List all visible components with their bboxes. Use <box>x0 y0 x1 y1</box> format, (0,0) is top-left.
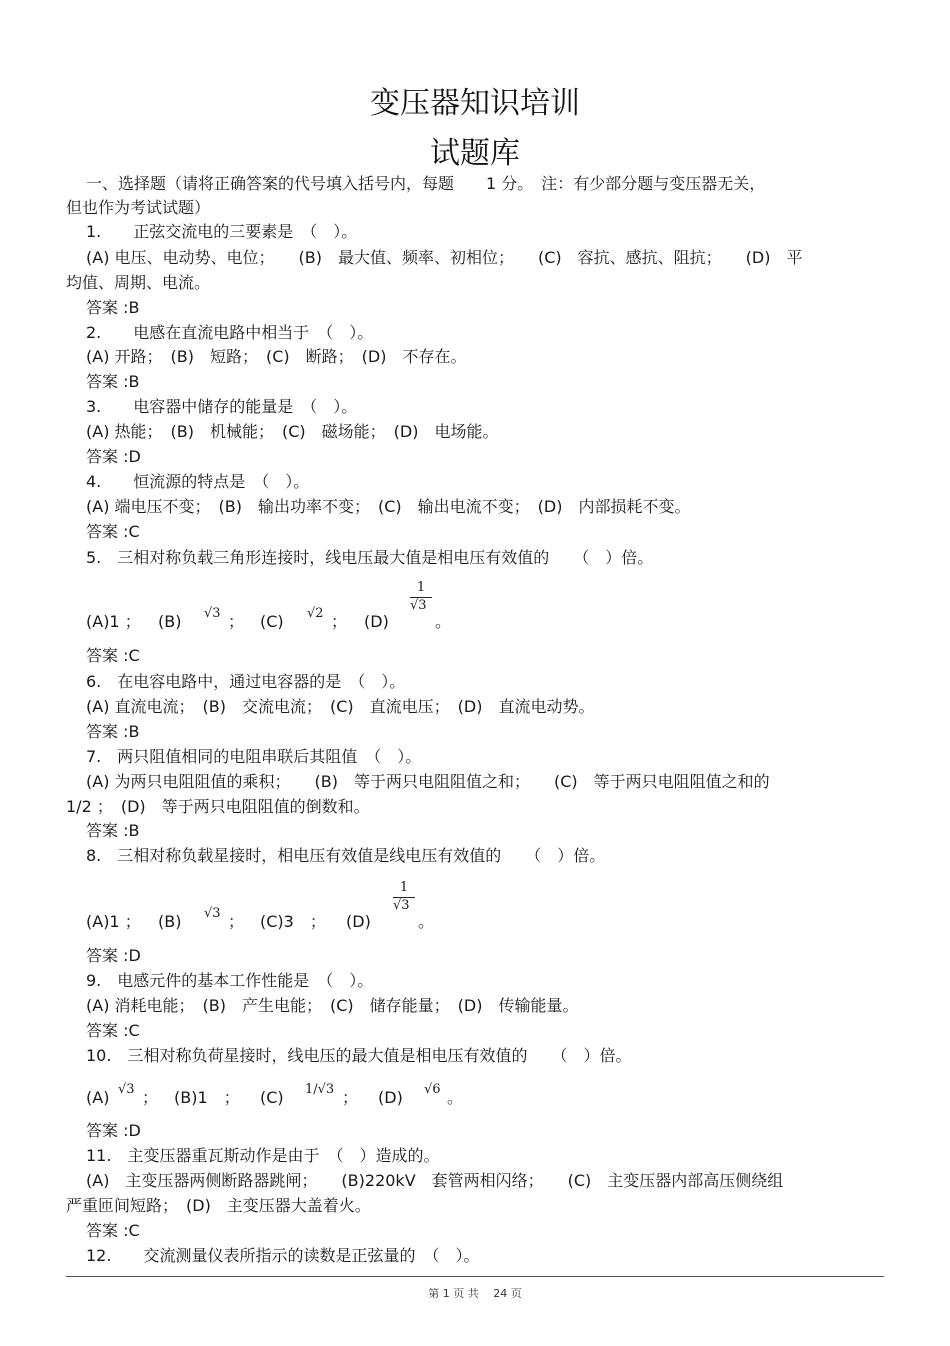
question-10-option-a-radical: √3 <box>118 1082 135 1097</box>
question-5-answer: 答案 :C <box>86 646 140 665</box>
fraction-denominator: √3 <box>393 898 410 913</box>
question-5-option-d-end: 。 <box>435 612 452 631</box>
question-5-option-b-radical: √3 <box>204 606 221 621</box>
question-5: 5. 三相对称负载三角形连接时，线电压最大值是相电压有效值的 （ ）倍。 <box>86 548 654 567</box>
question-5-option-c-radical: √2 <box>307 606 324 621</box>
question-1: 1. 正弦交流电的三要素是 （ ）。 <box>86 222 358 241</box>
question-5-option-b-label: (B) <box>158 612 182 631</box>
question-7-options-cont: 1/2 ； (D) 等于两只电阻阻值的倒数和。 <box>66 797 370 816</box>
question-3: 3. 电容器中储存的能量是 （ ）。 <box>86 397 358 416</box>
question-2-options: (A) 开路； (B) 短路； (C) 断路； (D) 不存在。 <box>86 347 467 366</box>
question-7-options: (A) 为两只电阻阻值的乘积； (B) 等于两只电阻阻值之和； (C) 等于两只电阻阻值之和的 <box>86 772 770 791</box>
question-4-answer: 答案 :C <box>86 522 140 541</box>
fraction-numerator: 1 <box>399 880 409 895</box>
question-10-option-b: (B)1 ； <box>174 1088 240 1107</box>
question-9: 9. 电感元件的基本工作性能是 （ ）。 <box>86 971 374 990</box>
fraction-denominator: √3 <box>410 598 427 613</box>
question-8-option-d-fraction <box>393 880 417 920</box>
question-7-answer: 答案 :B <box>86 821 140 840</box>
question-10: 10. 三相对称负荷星接时，线电压的最大值是相电压有效值的 （ ）倍。 <box>86 1046 632 1065</box>
question-9-options: (A) 消耗电能； (B) 产生电能； (C) 储存能量； (D) 传输能量。 <box>86 996 579 1015</box>
question-10-option-a-sep: ； <box>142 1088 159 1107</box>
question-1-options: (A) 电压、电动势、电位； (B) 最大值、频率、初相位； (C) 容抗、感抗、阻抗； (D) 平 <box>86 248 803 267</box>
question-8-option-b-radical: √3 <box>204 906 221 921</box>
question-11-options-cont: 严重匝间短路； (D) 主变压器大盖着火。 <box>66 1196 371 1215</box>
question-5-option-a: (A)1 ； <box>86 612 141 631</box>
question-10-option-d-radical: √6 <box>424 1082 441 1097</box>
question-2: 2. 电感在直流电路中相当于 （ ）。 <box>86 323 374 342</box>
question-5-option-c-sep: ； <box>331 612 348 631</box>
question-8-option-d-end: 。 <box>418 912 435 931</box>
question-8-option-b-label: (B) <box>158 912 182 931</box>
question-8-option-c: (C)3 ； <box>260 912 326 931</box>
question-5-option-c-label: (C) <box>260 612 284 631</box>
question-8: 8. 三相对称负载星接时，相电压有效值是线电压有效值的 （ ）倍。 <box>86 846 606 865</box>
question-2-answer: 答案 :B <box>86 372 140 391</box>
section-intro: 一、选择题（请将正确答案的代号填入括号内，每题 1 分。 注：有少部分题与变压器无关， <box>86 174 766 193</box>
question-10-option-d-label: (D) <box>378 1088 403 1107</box>
question-3-answer: 答案 :D <box>86 447 141 466</box>
question-6-options: (A) 直流电流； (B) 交流电流； (C) 直流电压； (D) 直流电动势。 <box>86 697 595 716</box>
question-11-options: (A) 主变压器两侧断路器跳闸； (B)220kV 套管两相闪络； (C) 主变压器内部高压侧绕组 <box>86 1171 784 1190</box>
question-5-option-d-label: (D) <box>364 612 389 631</box>
question-12: 12. 交流测量仪表所指示的读数是正弦量的 （ ）。 <box>86 1246 480 1265</box>
question-1-options-cont: 均值、周期、电流。 <box>66 273 211 292</box>
question-10-option-c-label: (C) <box>260 1088 284 1107</box>
question-11: 11. 主变压器重瓦斯动作是由于 （ ）造成的。 <box>86 1146 440 1165</box>
question-10-option-c-sep: ； <box>342 1088 359 1107</box>
question-8-answer: 答案 :D <box>86 946 141 965</box>
question-5-option-b-sep: ； <box>228 612 245 631</box>
question-6: 6. 在电容电路中，通过电容器的是 （ ）。 <box>86 672 406 691</box>
question-8-option-d-label: (D) <box>346 912 371 931</box>
question-8-option-b-sep: ； <box>228 912 245 931</box>
question-10-option-c-radical: 1/√3 <box>305 1082 335 1097</box>
question-4-options: (A) 端电压不变； (B) 输出功率不变； (C) 输出电流不变； (D) 内部损耗不变。 <box>86 497 691 516</box>
page-footer: 第 1 页 共 24 页 <box>428 1287 522 1300</box>
question-8-option-a: (A)1 ； <box>86 912 141 931</box>
page-title: 变压器知识培训 <box>370 86 580 121</box>
question-5-option-d-fraction <box>410 580 434 620</box>
footer-divider <box>66 1276 884 1277</box>
question-6-answer: 答案 :B <box>86 722 140 741</box>
question-10-answer: 答案 :D <box>86 1121 141 1140</box>
question-1-answer: 答案 :B <box>86 298 140 317</box>
question-10-option-d-end: 。 <box>447 1088 464 1107</box>
question-10-option-a-label: (A) <box>86 1088 110 1107</box>
question-7: 7. 两只阻值相同的电阻串联后其阻值 （ ）。 <box>86 747 422 766</box>
section-intro-cont: 但也作为考试试题） <box>66 198 211 217</box>
page-subtitle: 试题库 <box>430 136 520 171</box>
question-4: 4. 恒流源的特点是 （ ）。 <box>86 472 310 491</box>
question-9-answer: 答案 :C <box>86 1021 140 1040</box>
question-11-answer: 答案 :C <box>86 1221 140 1240</box>
fraction-numerator: 1 <box>416 580 426 595</box>
question-3-options: (A) 热能； (B) 机械能； (C) 磁场能； (D) 电场能。 <box>86 422 499 441</box>
